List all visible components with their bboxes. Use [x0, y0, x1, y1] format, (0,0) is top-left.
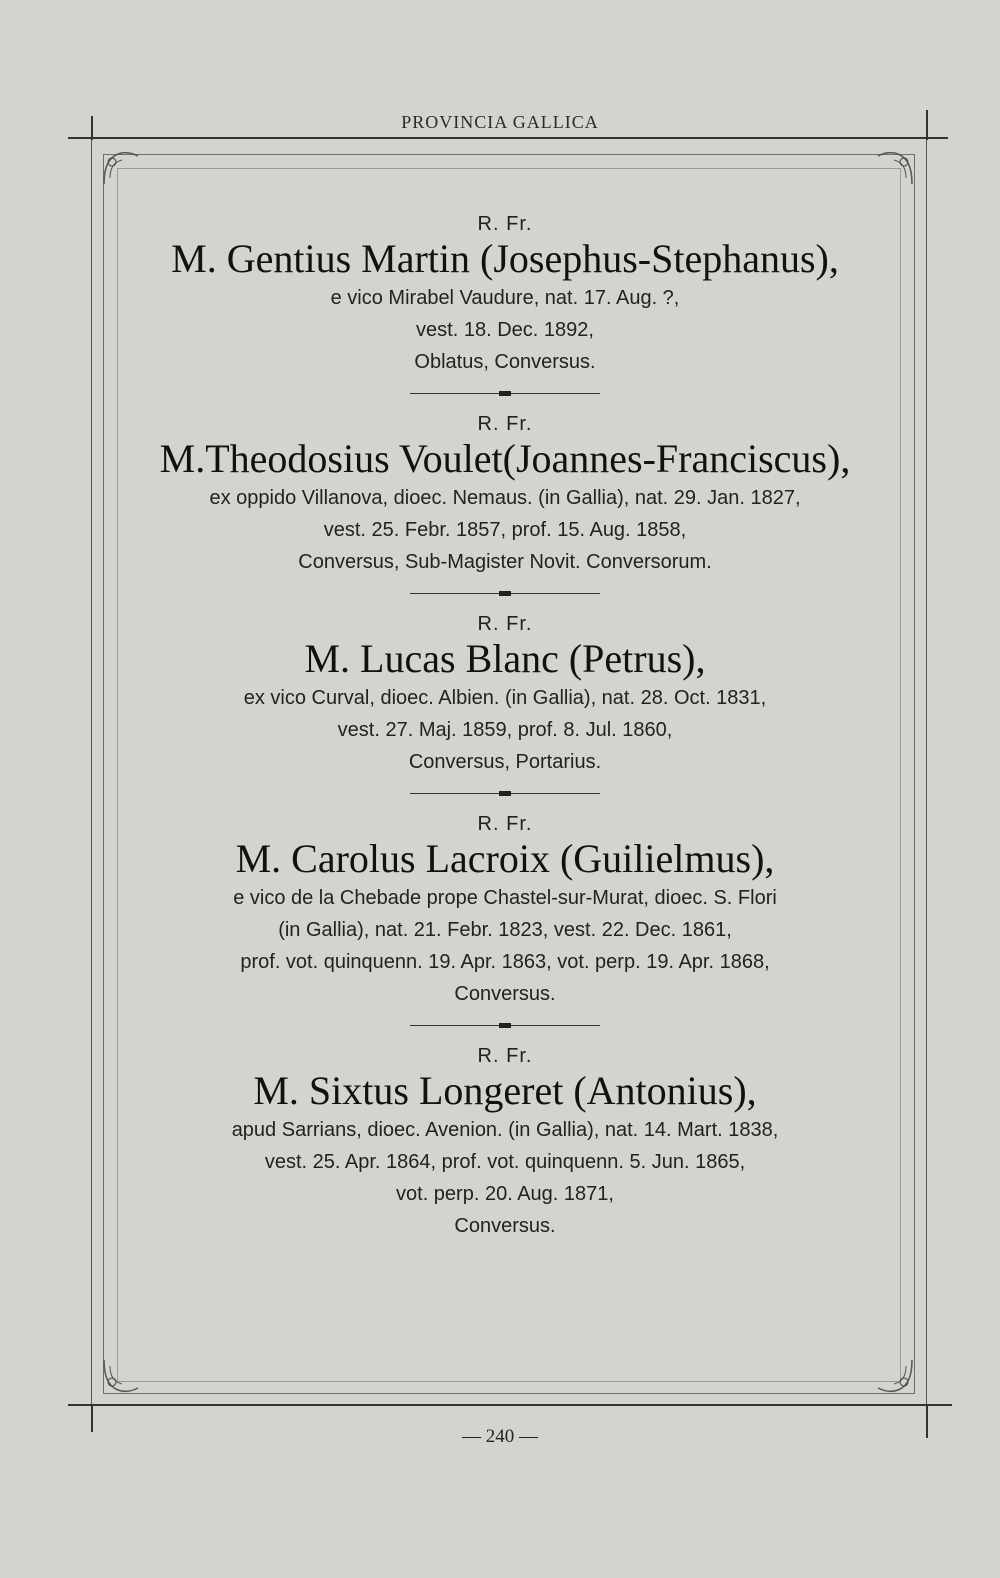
entry-title-prefix: R. Fr.: [477, 613, 533, 635]
entry-detail-line: Conversus, Portarius.: [408, 751, 602, 773]
entry-detail-line: vest. 25. Febr. 1857, prof. 15. Aug. 1858,: [323, 519, 687, 541]
corner-ornament-bottom-left: [100, 1356, 140, 1396]
entry-name: M. Lucas Blanc (Petrus),: [304, 636, 706, 681]
entry-detail-line: e vico Mirabel Vaudure, nat. 17. Aug. ?,: [330, 287, 680, 309]
entry-detail-line: vest. 18. Dec. 1892,: [416, 319, 594, 341]
entry-name: M.Theodosius Voulet(Joannes-Franciscus),: [159, 436, 851, 481]
corner-ornament-top-right: [876, 148, 916, 188]
entry-carolus-lacroix: [140, 812, 870, 1010]
entry-detail-line: Conversus.: [454, 983, 556, 1005]
entry-detail-line: e vico de la Chebade prope Chastel-sur-Murat, dioec. S. Flori: [233, 887, 777, 909]
entry-detail-line: vest. 25. Apr. 1864, prof. vot. quinquenn. 5. Jun. 1865,: [264, 1151, 746, 1173]
footer-rule: [68, 1404, 952, 1406]
entry-detail-line: Conversus.: [454, 1215, 556, 1237]
entry-detail-line: vest. 27. Maj. 1859, prof. 8. Jul. 1860,: [337, 719, 673, 741]
entry-name: M. Gentius Martin (Josephus-Stephanus),: [171, 236, 839, 281]
entry-detail-line: (in Gallia), nat. 21. Febr. 1823, vest. 22. Dec. 1861,: [278, 919, 732, 941]
entry-detail-line: prof. vot. quinquenn. 19. Apr. 1863, vot. perp. 19. Apr. 1868,: [240, 951, 770, 973]
entry-sixtus-longeret: [140, 1044, 870, 1242]
corner-ornament-bottom-right: [876, 1356, 916, 1396]
entry-separator: [410, 1018, 600, 1034]
entry-title-prefix: R. Fr.: [477, 1045, 533, 1067]
header-rule: [68, 137, 948, 139]
entry-detail-line: apud Sarrians, dioec. Avenion. (in Gallia), nat. 14. Mart. 1838,: [231, 1119, 779, 1141]
entry-separator: [410, 786, 600, 802]
entry-title-prefix: R. Fr.: [477, 813, 533, 835]
entry-lucas-blanc: [140, 612, 870, 778]
entry-separator: [410, 386, 600, 402]
entry-name: M. Carolus Lacroix (Guilielmus),: [235, 836, 775, 881]
entry-title-prefix: R. Fr.: [477, 213, 533, 235]
corner-ornament-top-left: [100, 148, 140, 188]
entry-detail-line: ex vico Curval, dioec. Albien. (in Gallia), nat. 28. Oct. 1831,: [243, 687, 767, 709]
right-margin-rule: [926, 140, 927, 1404]
header-rule-right-tick: [926, 110, 928, 140]
running-header: PROVINCIA GALLICA: [401, 112, 599, 132]
header-rule-left-tick: [91, 116, 93, 140]
page-number: — 240 —: [462, 1426, 538, 1447]
entry-detail-line: Oblatus, Conversus.: [414, 351, 596, 373]
entry-detail-line: vot. perp. 20. Aug. 1871,: [396, 1183, 614, 1205]
entry-theodosius-voulet: [140, 412, 870, 578]
entry-detail-line: Conversus, Sub-Magister Novit. Conversorum.: [298, 551, 712, 573]
entry-detail-line: ex oppido Villanova, dioec. Nemaus. (in Gallia), nat. 29. Jan. 1827,: [209, 487, 801, 509]
left-margin-rule: [91, 140, 92, 1404]
entry-gentius-martin: [140, 212, 870, 378]
entry-title-prefix: R. Fr.: [477, 413, 533, 435]
entry-name: M. Sixtus Longeret (Antonius),: [253, 1068, 757, 1113]
entry-separator: [410, 586, 600, 602]
entries-list: [140, 212, 870, 1242]
